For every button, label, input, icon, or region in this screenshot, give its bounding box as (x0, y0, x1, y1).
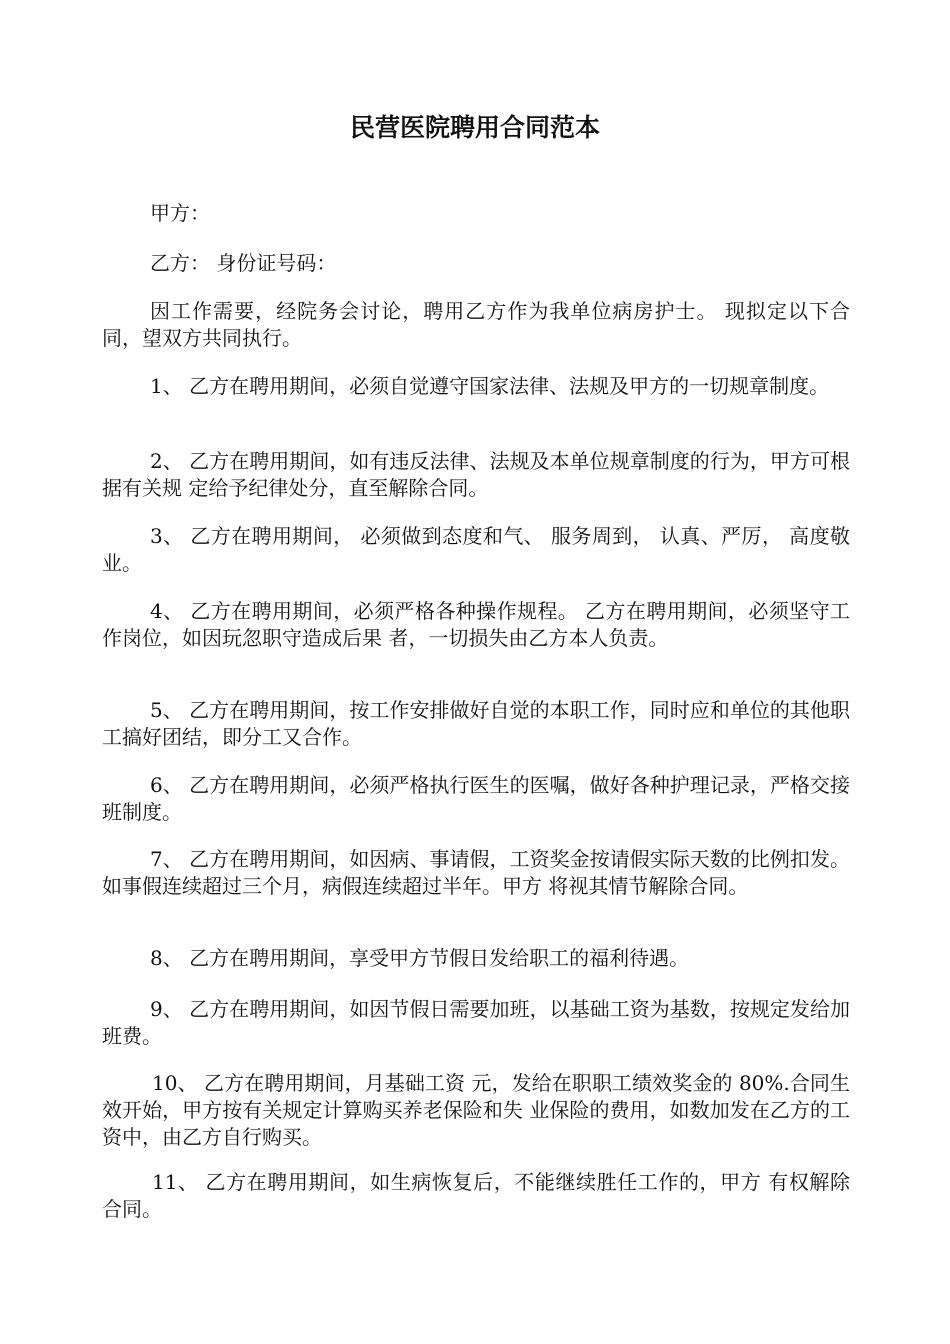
clause-1: 1、 乙方在聘用期间，必须自觉遵守国家法律、法规及甲方的一切规章制度。 (150, 374, 830, 398)
intro-paragraph: 因工作需要，经院务会讨论，聘用乙方作为我单位病房护士。 现拟定以下合同，望双方共同执行。 (102, 299, 850, 350)
party-a-line: 甲方： (150, 201, 210, 225)
clause-11: 11、 乙方在聘用期间，如生病恢复后，不能继续胜任工作的，甲方 有权解除合同。 (102, 1170, 850, 1221)
document-title: 民营医院聘用合同范本 (349, 113, 600, 142)
clause-3: 3、 乙方在聘用期间， 必须做到态度和气、 服务周到， 认真、严厉， 高度敬业。 (102, 524, 850, 575)
clause-9: 9、 乙方在聘用期间，如因节假日需要加班，以基础工资为基数，按规定发给加班费。 (102, 997, 850, 1048)
clause-10: 10、 乙方在聘用期间，月基础工资 元，发给在职职工绩效奖金的 80%.合同生效开始，甲方按有关规定计算购买养老保险和失 业保险的费用，如数加发在乙方的工资中，由乙方自行购买。 (102, 1071, 850, 1149)
party-b-line: 乙方： 身份证号码： (150, 251, 337, 275)
clause-4: 4、 乙方在聘用期间，必须严格各种操作规程。 乙方在聘用期间，必须坚守工作岗位，如因玩忽职守造成后果 者，一切损失由乙方本人负责。 (102, 599, 850, 650)
clause-5: 5、 乙方在聘用期间，按工作安排做好自觉的本职工作，同时应和单位的其他职工搞好团结，即分工又合作。 (102, 698, 850, 749)
clause-6: 6、 乙方在聘用期间，必须严格执行医生的医嘱，做好各种护理记录，严格交接班制度。 (102, 773, 850, 824)
clause-8: 8、 乙方在聘用期间，享受甲方节假日发给职工的福利待遇。 (150, 946, 690, 970)
clause-7: 7、 乙方在聘用期间，如因病、事请假，工资奖金按请假实际天数的比例扣发。如事假连续超过三个月，病假连续超过半年。甲方 将视其情节解除合同。 (102, 847, 850, 898)
clause-2: 2、 乙方在聘用期间，如有违反法律、法规及本单位规章制度的行为，甲方可根据有关规 定给予纪律处分，直至解除合同。 (102, 449, 850, 500)
